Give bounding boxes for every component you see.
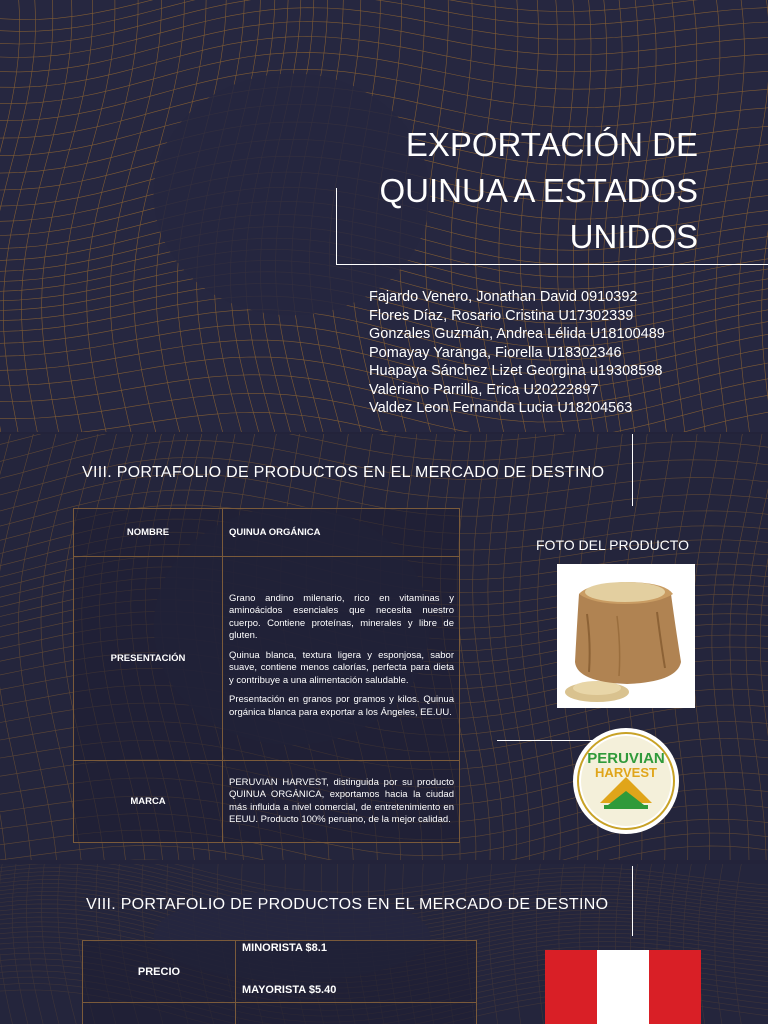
presentacion-value xyxy=(223,557,460,761)
title-slide xyxy=(0,0,768,432)
author: Gonzales Guzmán, Andrea Lélida U18100489 xyxy=(369,326,665,342)
quinoa-sack-icon xyxy=(557,564,695,708)
author: Fajardo Venero, Jonathan David 0910392 xyxy=(369,289,638,305)
presentacion-label: PRESENTACIÓN xyxy=(74,557,223,761)
author: Valeriano Parrilla, Erica U20222897 xyxy=(369,381,599,398)
section-heading-2: VIII. PORTAFOLIO DE PRODUCTOS EN EL MERCADO DE DESTINO xyxy=(86,896,609,913)
price-table xyxy=(82,940,477,1024)
authors-list xyxy=(369,288,665,418)
title-divider-horizontal xyxy=(336,264,768,265)
heading-divider-vertical xyxy=(632,434,633,506)
heading-divider-vertical-2 xyxy=(632,866,633,936)
title-divider-vertical xyxy=(336,188,337,264)
presentacion-paragraph: Grano andino milenario, rico en vitaminas y aminoácidos esenciales que necesita nuestro cuerpo. Contiene proteínas, minerales y libre de gluten. xyxy=(229,592,454,642)
title-line-3: UNIDOS xyxy=(569,218,698,255)
presentacion-paragraph: Presentación en granos por gramos y kilos. Quinua orgánica blanca para exportar a los Ángeles, EE.UU. xyxy=(229,694,454,718)
precio-values xyxy=(236,941,477,1003)
table-row xyxy=(74,557,460,761)
table-row xyxy=(83,941,477,1003)
logo-line-1: PERUVIAN xyxy=(587,750,665,767)
peruvian-harvest-logo xyxy=(572,727,680,835)
presentacion-paragraph: Quinua blanca, textura ligera y esponjosa, sabor suave, contiene menos calorías, perfecta para dieta y contribuye a una alimentación saludable. xyxy=(229,649,454,686)
author: Valdez Leon Fernanda Lucia U18204563 xyxy=(369,400,633,416)
nombre-value: QUINUA ORGÁNICA xyxy=(223,509,460,557)
author: Flores Díaz, Rosario Cristina U17302339 xyxy=(369,307,634,324)
table-row xyxy=(83,1003,477,1024)
marca-label: MARCA xyxy=(74,761,223,843)
portfolio-slide-2 xyxy=(0,864,768,1024)
presentation-title xyxy=(368,122,698,260)
title-line-2: QUINUA A ESTADOS xyxy=(379,172,698,209)
section-heading: VIII. PORTAFOLIO DE PRODUCTOS EN EL MERCADO DE DESTINO xyxy=(82,464,605,481)
photo-label: FOTO DEL PRODUCTO xyxy=(536,537,689,553)
product-photo xyxy=(557,564,695,708)
marca-value xyxy=(223,761,460,843)
table-row xyxy=(74,509,460,557)
minorista-price: MINORISTA $8.1 xyxy=(242,942,327,954)
product-table xyxy=(73,508,460,843)
logo-line-2: HARVEST xyxy=(595,765,657,780)
marca-text: PERUVIAN HARVEST, distinguida por su producto QUINUA ORGÁNICA, exportamos hacia la ciudad más influida a nivel comercial, de entretenimiento en EEUU. Producto 100% peruano, de la mejor calidad. xyxy=(229,776,454,825)
mayorista-price: MAYORISTA $5.40 xyxy=(242,984,337,996)
author: Huapaya Sánchez Lizet Georgina u19308598 xyxy=(369,363,663,379)
author: Pomayay Yaranga, Fiorella U18302346 xyxy=(369,344,622,361)
peru-flag xyxy=(545,950,701,1024)
title-line-1: EXPORTACIÓN DE xyxy=(405,126,698,163)
precio-label: PRECIO xyxy=(83,941,236,1003)
table-row xyxy=(74,761,460,843)
nombre-label: NOMBRE xyxy=(74,509,223,557)
